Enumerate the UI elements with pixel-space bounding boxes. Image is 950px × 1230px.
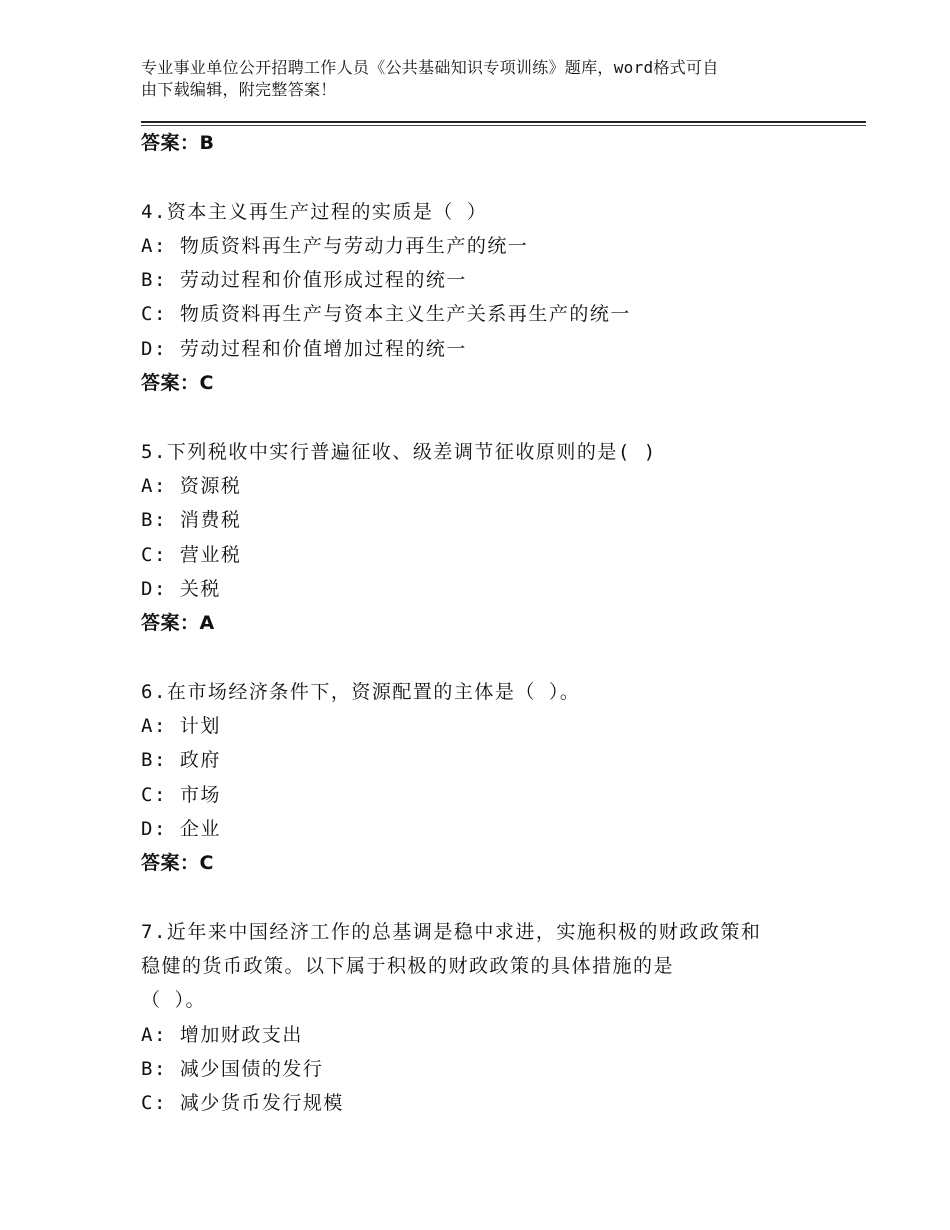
header-line-2: 由下载编辑，附完整答案！: [141, 80, 337, 99]
answer: 答案：C: [141, 852, 214, 875]
option-a: A: 物质资料再生产与劳动力再生产的统一: [141, 234, 529, 257]
answer: 答案：C: [141, 372, 214, 395]
question-7: [141, 915, 841, 1121]
option-c: C: 营业税: [141, 543, 242, 566]
document-header: [141, 57, 821, 101]
question-stem: 4.资本主义再生产过程的实质是（ ）: [141, 200, 488, 223]
question-stem-line-1: 7.近年来中国经济工作的总基调是稳中求进，实施积极的财政政策和: [141, 920, 762, 943]
previous-answer: 答案：B: [141, 132, 215, 154]
option-d: D: 关税: [141, 577, 221, 600]
question-5: [141, 435, 841, 641]
option-c: C: 物质资料再生产与资本主义生产关系再生产的统一: [141, 303, 631, 326]
question-stem-line-2: 稳健的货币政策。以下属于积极的财政政策的具体措施的是: [141, 955, 675, 978]
option-b: B: 劳动过程和价值形成过程的统一: [141, 269, 467, 292]
spacer: [141, 400, 841, 434]
option-b: B: 政府: [141, 749, 221, 772]
spacer: [141, 640, 841, 674]
question-list: [141, 126, 841, 1121]
option-d: D: 企业: [141, 817, 221, 840]
header-rule-thick: [141, 121, 866, 123]
option-b: B: 减少国债的发行: [141, 1058, 324, 1081]
question-4: [141, 195, 841, 401]
answer: 答案：A: [141, 612, 215, 635]
spacer: [141, 160, 841, 194]
option-c: C: 减少货币发行规模: [141, 1092, 344, 1115]
question-stem: 5.下列税收中实行普遍征收、级差调节征收原则的是( ): [141, 440, 657, 463]
header-line-1: 专业事业单位公开招聘工作人员《公共基础知识专项训练》题库，word格式可自: [141, 58, 719, 77]
option-c: C: 市场: [141, 783, 221, 806]
option-b: B: 消费税: [141, 509, 242, 532]
option-a: A: 计划: [141, 715, 221, 738]
option-a: A: 资源税: [141, 474, 242, 497]
option-a: A: 增加财政支出: [141, 1023, 303, 1046]
question-stem-line-3: （ ）。: [141, 989, 206, 1012]
option-d: D: 劳动过程和价值增加过程的统一: [141, 337, 467, 360]
question-6: [141, 675, 841, 881]
spacer: [141, 881, 841, 915]
question-stem: 6.在市场经济条件下，资源配置的主体是（ ）。: [141, 680, 581, 703]
